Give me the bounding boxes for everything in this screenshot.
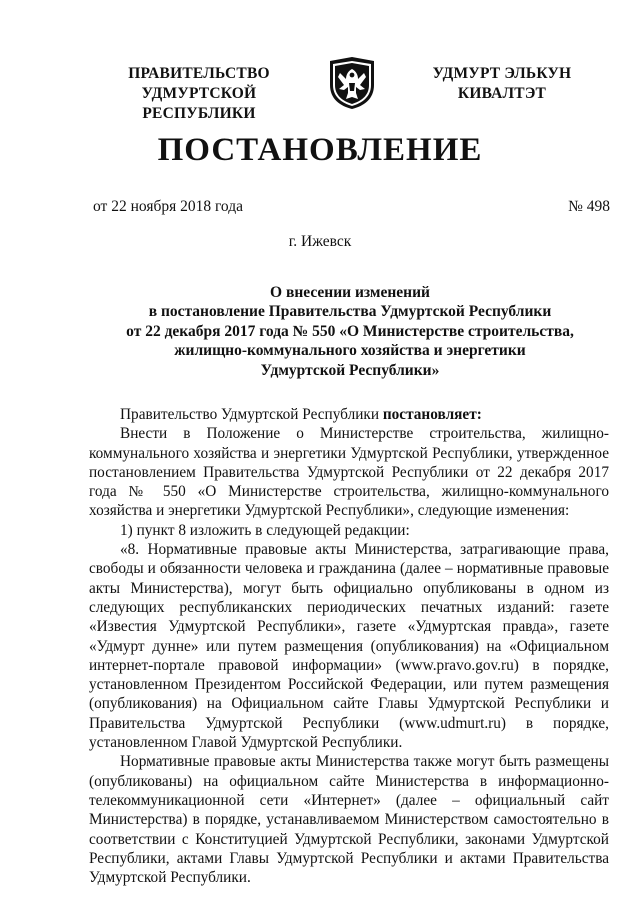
document-number: № 498 (568, 198, 610, 215)
body-paragraph: Внести в Положение о Министерстве строительства, жилищно-коммунального хозяйства и энергетики Удмуртской Республики, утвержденное постановлением Правительства Удмуртской Республики от 22 декабря 2017 года № 550 «О Министерстве строительства, жилищно-коммунального хозяйства и энергетики Удмуртской Республики», следующие изменения: (89, 425, 609, 520)
body-text: Правительство Удмуртской Республики (120, 406, 383, 423)
header-left-line1: ПРАВИТЕЛЬСТВО (128, 65, 270, 82)
body-paragraph: Нормативные правовые акты Министерства также могут быть размещены (опубликованы) на официальном сайте Министерства в информационно-телекоммуникационной сети «Интернет» (далее – официальный сайт Министерства) в порядке, устанавливаемом Министерством самостоятельно в соответствии с Конституцией Удмуртской Республики, законами Удмуртской Республики, актами Главы Удмуртской Республики и актами Правительства Удмуртской Республики. (89, 753, 609, 887)
header-left (84, 64, 314, 124)
body-paragraph (89, 405, 609, 424)
body-paragraph: 1) пункт 8 изложить в следующей редакции: (120, 521, 410, 539)
document-body (89, 405, 609, 887)
title-line: в постановление Правительства Удмуртской Республики (148, 303, 552, 321)
title-line: жилищно-коммунального хозяйства и энергетики (174, 342, 526, 360)
title-line: от 22 декабря 2017 года № 550 «О Министерстве строительства, (126, 322, 574, 340)
document-city: г. Ижевск (288, 233, 352, 250)
coat-of-arms-icon (326, 55, 378, 111)
body-bold: постановляет: (382, 406, 482, 423)
document-title (60, 283, 640, 380)
header-right (412, 64, 592, 104)
body-paragraph: «8. Нормативные правовые акты Министерства, затрагивающие права, свободы и обязанности человека и гражданина (далее – нормативные правовые акты Министерства), могут быть официально опубликованы в одном из следующих республиканских периодических печатных изданий: газете «Известия Удмуртской Республики», газете «Удмуртская правда», газете «Удмурт дунне» или путем размещения (опубликования) на «Официальном интернет-портале правовой информации» (www.pravo.gov.ru) в порядке, установленном Президентом Российской Федерации, или путем размещения (опубликования) на Официальном сайте Главы Удмуртской Республики и Правительства Удмуртской Республики (www.udmurt.ru) в порядке, установленном Главой Удмуртской Республики. (89, 541, 609, 752)
title-line: О внесении изменений (270, 284, 430, 301)
header-left-line2: УДМУРТСКОЙ РЕСПУБЛИКИ (141, 85, 257, 122)
document-date: от 22 ноября 2018 года (93, 198, 244, 215)
title-line: Удмуртской Республики» (260, 361, 440, 379)
document-type: ПОСТАНОВЛЕНИЕ (157, 132, 483, 168)
header-right-line2: КИВАЛТЭТ (457, 85, 547, 102)
header-right-line1: УДМУРТ ЭЛЬКУН (432, 65, 572, 82)
